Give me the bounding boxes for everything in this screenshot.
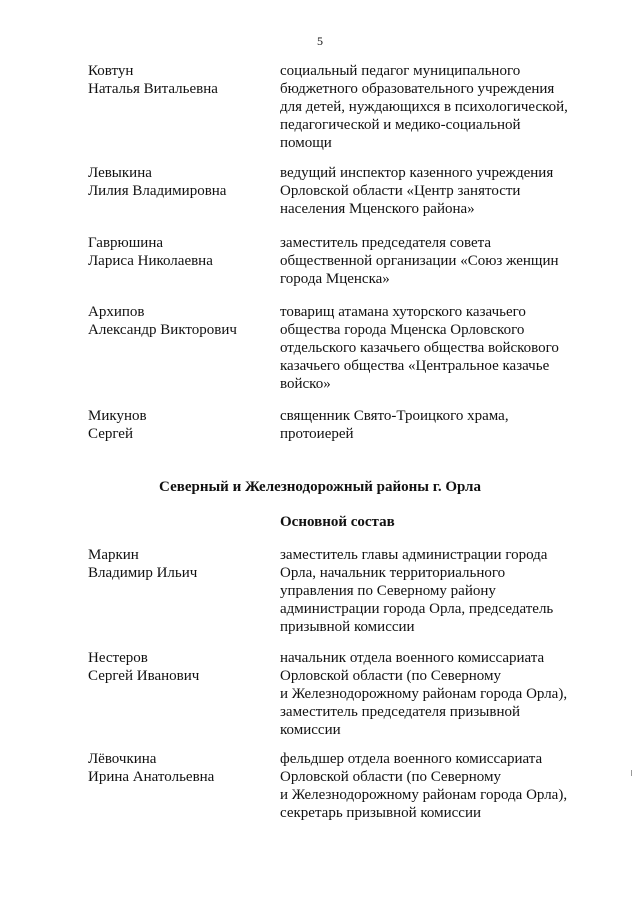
- member-name: [88, 303, 273, 339]
- member-name: [88, 649, 273, 685]
- member-role: [280, 407, 590, 443]
- member-name: [88, 546, 273, 582]
- role-line: города Мценска»: [280, 271, 390, 287]
- role-line: Орла, начальник территориального: [280, 565, 506, 581]
- role-line: управления по Северному району: [280, 583, 496, 599]
- section-heading: Северный и Железнодорожный районы г. Орла: [159, 479, 481, 495]
- role-line: фельдшер отдела военного комиссариата: [280, 751, 543, 767]
- member-given-name: Сергей Иванович: [88, 668, 200, 684]
- role-line: начальник отдела военного комиссариата: [280, 650, 545, 666]
- role-line: педагогической и медико-социальной: [280, 117, 521, 133]
- role-line: комиссии: [280, 722, 341, 738]
- member-surname: Маркин: [88, 547, 139, 563]
- member-role: [280, 649, 590, 739]
- member-role: [280, 303, 590, 393]
- member-name: [88, 164, 273, 200]
- member-given-name: Лилия Владимировна: [88, 183, 227, 199]
- member-surname: Микунов: [88, 408, 147, 424]
- member-role: [280, 546, 590, 636]
- member-given-name: Александр Викторович: [88, 322, 237, 338]
- member-surname: Нестеров: [88, 650, 148, 666]
- role-line: товарищ атамана хуторского казачьего: [280, 304, 526, 320]
- member-given-name: Сергей: [88, 426, 133, 442]
- member-given-name: Наталья Витальевна: [88, 81, 218, 97]
- role-line: войско»: [280, 376, 331, 392]
- member-surname: Архипов: [88, 304, 145, 320]
- role-line: казачьего общества «Центральное казачье: [280, 358, 550, 374]
- role-line: Орловской области (по Северному: [280, 668, 501, 684]
- role-line: бюджетного образовательного учреждения: [280, 81, 555, 97]
- role-line: заместитель председателя призывной: [280, 704, 520, 720]
- member-given-name: Лариса Николаевна: [88, 253, 213, 269]
- role-line: социальный педагог муниципального: [280, 63, 521, 79]
- role-line: населения Мценского района»: [280, 201, 475, 217]
- role-line: общественной организации «Союз женщин: [280, 253, 559, 269]
- role-line: отдельского казачьего общества войскового: [280, 340, 559, 356]
- role-line: секретарь призывной комиссии: [280, 805, 482, 821]
- member-surname: Гаврюшина: [88, 235, 164, 251]
- member-name: [88, 234, 273, 270]
- member-surname: Левыкина: [88, 165, 152, 181]
- member-role: [280, 234, 590, 288]
- member-name: [88, 750, 273, 786]
- role-line: и Железнодорожному районам города Орла),: [280, 787, 568, 803]
- member-name: [88, 62, 273, 98]
- role-line: священник Свято-Троицкого храма,: [280, 408, 509, 424]
- member-role: [280, 750, 590, 822]
- role-line: призывной комиссии: [280, 619, 415, 635]
- role-line: и Железнодорожному районам города Орла),: [280, 686, 568, 702]
- role-line: заместитель председателя совета: [280, 235, 492, 251]
- role-line: администрации города Орла, председатель: [280, 601, 554, 617]
- scan-edge-mark: [631, 770, 632, 776]
- role-line: ведущий инспектор казенного учреждения: [280, 165, 554, 181]
- member-surname: Лёвочкина: [88, 751, 157, 767]
- member-role: [280, 62, 590, 152]
- role-line: заместитель главы администрации города: [280, 547, 548, 563]
- member-role: [280, 164, 590, 218]
- role-line: для детей, нуждающихся в психологической,: [280, 99, 568, 115]
- member-given-name: Ирина Анатольевна: [88, 769, 215, 785]
- subsection-heading: Основной состав: [280, 514, 395, 530]
- member-surname: Ковтун: [88, 63, 134, 79]
- role-line: Орловской области «Центр занятости: [280, 183, 521, 199]
- role-line: общества города Мценска Орловского: [280, 322, 525, 338]
- role-line: помощи: [280, 135, 332, 151]
- role-line: протоиерей: [280, 426, 354, 442]
- role-line: Орловской области (по Северному: [280, 769, 501, 785]
- page-number: 5: [317, 34, 323, 48]
- member-given-name: Владимир Ильич: [88, 565, 198, 581]
- member-name: [88, 407, 273, 443]
